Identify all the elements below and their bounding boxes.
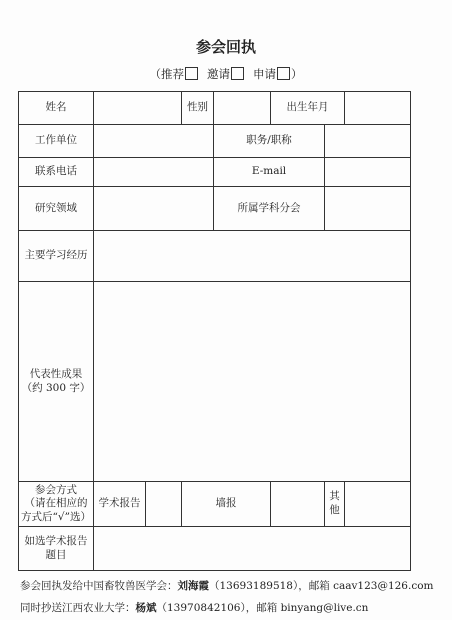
birth-field[interactable] (345, 92, 411, 125)
gender-field[interactable] (214, 92, 271, 125)
study-label: 主要学习经历 (19, 231, 94, 282)
achievements-label-line1: 代表性成果 (29, 367, 83, 380)
achievements-label (19, 282, 94, 482)
row-achievements (19, 282, 411, 482)
topic-label-line2: 题目 (45, 548, 67, 561)
other-option-label: 其他 (325, 482, 345, 527)
phone-field[interactable] (94, 158, 214, 187)
subtitle-close: ） (291, 67, 303, 81)
topic-field[interactable] (94, 527, 411, 571)
gender-label: 性别 (182, 92, 214, 125)
society-field[interactable] (325, 187, 411, 231)
email-field[interactable] (325, 158, 411, 187)
study-field[interactable] (94, 231, 411, 282)
research-label: 研究领域 (19, 187, 94, 231)
page-title: 参会回执 (195, 38, 256, 56)
participation-type-selector (0, 66, 452, 82)
poster-option-label: 墙报 (182, 482, 271, 527)
society-label: 所属学科分会 (214, 187, 325, 231)
birth-label-text: 出生年月 (286, 101, 329, 114)
row-participation-mode (19, 482, 411, 527)
employer-label: 工作单位 (19, 125, 94, 158)
apply-checkbox[interactable] (277, 67, 290, 80)
topic-label-line1: 如选学术报告 (24, 534, 88, 547)
report-option-label: 学术报告 (94, 482, 146, 527)
footer-line2-prefix: 同时抄送江西农业大学： (20, 602, 136, 614)
row-study (19, 231, 411, 282)
apply-label: 申请 (253, 67, 276, 81)
achievements-field[interactable] (94, 282, 411, 482)
name-label: 姓名 (19, 92, 94, 125)
birth-label (271, 92, 345, 125)
phone-label: 联系电话 (19, 158, 94, 187)
footer-line2-suffix: （13970842106），邮箱 binyang@live.cn (156, 602, 369, 614)
row-contact (19, 158, 411, 187)
other-option-box[interactable] (345, 482, 411, 527)
name-field[interactable] (94, 92, 182, 125)
employer-field[interactable] (94, 125, 214, 158)
mode-label-line3: 方式后“√”选） (21, 510, 91, 523)
poster-option-box[interactable] (271, 482, 325, 527)
position-field[interactable] (325, 125, 411, 158)
footer-line1-name: 刘海霞 (177, 580, 209, 592)
footer-line1-prefix: 参会回执发给中国畜牧兽医学会： (20, 580, 178, 592)
row-report-topic (19, 527, 411, 571)
mode-label-line2: （请在相应的 (24, 497, 88, 510)
topic-label (19, 527, 94, 571)
mode-label (19, 482, 94, 527)
footer-line-2 (20, 600, 368, 615)
footer-line2-name: 杨斌 (135, 602, 157, 614)
row-personal (19, 92, 411, 125)
invite-label: 邀请 (207, 67, 230, 81)
report-option-box[interactable] (146, 482, 182, 527)
row-research (19, 187, 411, 231)
footer-line-1 (20, 578, 433, 593)
recommend-checkbox[interactable] (185, 67, 198, 80)
row-employer (19, 125, 411, 158)
subtitle-open: （推荐 (149, 67, 184, 81)
achievements-label-line2: （约 300 字） (21, 381, 91, 394)
mode-label-line1: 参会方式 (35, 483, 77, 496)
registration-form (18, 91, 411, 571)
research-field[interactable] (94, 187, 214, 231)
invite-checkbox[interactable] (231, 67, 244, 80)
position-label: 职务/职称 (214, 125, 325, 158)
email-label: E-mail (214, 158, 325, 187)
footer-line1-suffix: （13693189518），邮箱 caav123@126.com (209, 580, 434, 592)
